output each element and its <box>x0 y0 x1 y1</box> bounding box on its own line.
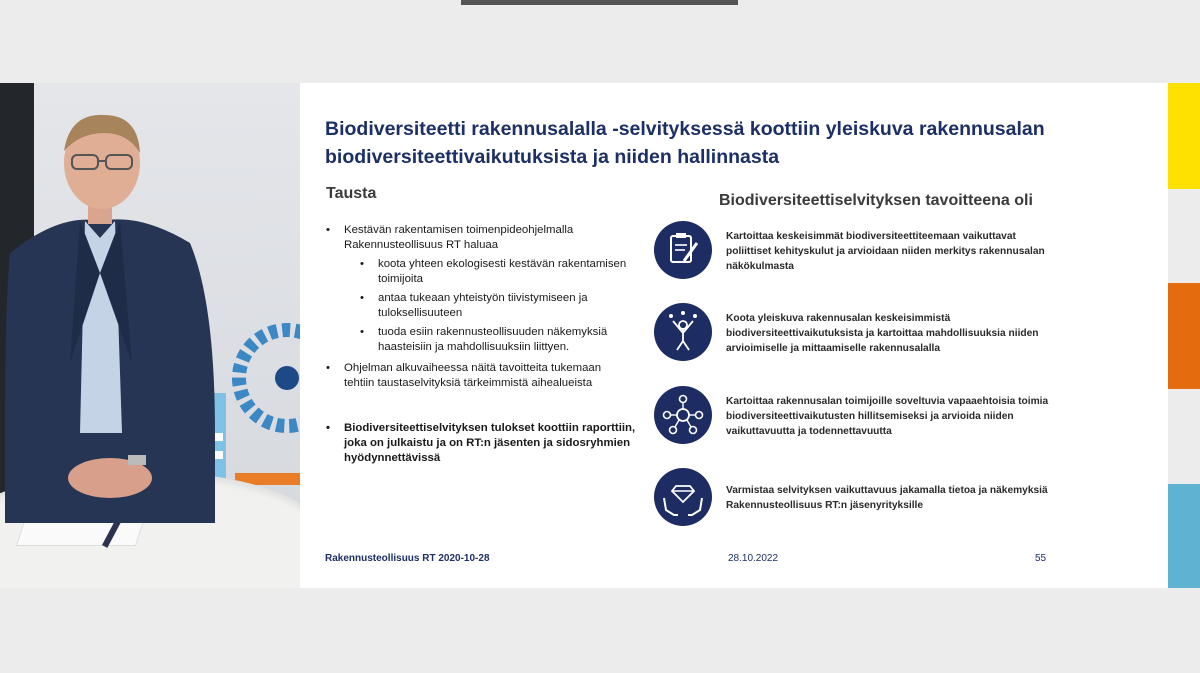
slide-title-line-2: biodiversiteettivaikutuksista ja niiden hallinnasta <box>325 146 780 168</box>
slide-title <box>325 115 1125 171</box>
sub-bullet-item <box>362 325 652 355</box>
bullet-text-line: Biodiversiteettiselvityksen tulokset koottiin raporttiin, <box>344 422 636 434</box>
goal-text-line: biodiversiteettivaikutusten hillitsemiseksi ja arvioida niiden <box>726 411 1014 422</box>
bullet-text-line: Rakennusteollisuus RT haluaa <box>344 239 499 251</box>
background-heading: Tausta <box>326 185 377 202</box>
bullet-text-line: antaa tukeaan yhteistyön tiivistymiseen ja <box>378 292 588 304</box>
bullet-dot: • <box>326 224 330 236</box>
goal-text-line: vaikuttavuutta ja todennettavuutta <box>726 426 892 437</box>
goal-text <box>726 394 1066 439</box>
goal-text-line: Varmistaa selvityksen vaikuttavuus jakamalla tietoa ja näkemyksiä <box>726 485 1048 496</box>
goal-text-line: biodiversiteettivaikutuksista ja kartoittaa mahdollisuuksia niiden <box>726 328 1039 339</box>
goal-text <box>726 483 1066 513</box>
sub-bullet-item <box>362 257 652 287</box>
goal-text-line: Koota yleiskuva rakennusalan keskeisimmistä <box>726 313 951 324</box>
bullet-text-line: haasteisiin ja mahdollisuuksiin liittyen. <box>378 341 570 353</box>
bullet-dot: • <box>326 362 330 374</box>
footer-organization: Rakennusteollisuus RT 2020-10-28 <box>325 553 490 564</box>
bullet-text-line: tuloksellisuuteen <box>378 307 463 319</box>
bullet-dot: • <box>360 258 364 270</box>
presenter-figure <box>0 103 240 523</box>
footer-date: 28.10.2022 <box>728 553 779 564</box>
accent-bar-orange <box>1168 283 1200 389</box>
goal-text-line: Rakennusteollisuus RT:n jäsenyrityksille <box>726 500 924 511</box>
bullet-text-line: tuoda esiin rakennusteollisuuden näkemyksiä <box>378 326 608 338</box>
sub-bullet-item <box>362 291 652 321</box>
bullet-item <box>328 361 601 391</box>
bullet-dot: • <box>360 326 364 338</box>
slide-title-line-1: Biodiversiteetti rakennusalalla -selvityksessä koottiin yleiskuva rakennusalan <box>325 118 1045 140</box>
bullet-text-line: toimijoita <box>378 273 423 285</box>
goal-text <box>726 229 1066 274</box>
juggler-icon <box>654 303 712 361</box>
top-progress-indicator <box>461 0 738 5</box>
goal-text-line: näkökulmasta <box>726 261 794 272</box>
bullet-text-line: tehtiin taustaselvityksiä tärkeimmistä aihealueista <box>344 377 593 389</box>
goals-heading: Biodiversiteettiselvityksen tavoitteena oli <box>719 192 1033 209</box>
bullet-dot: • <box>360 292 364 304</box>
accent-bar-yellow <box>1168 83 1200 189</box>
goal-text-line: Kartoittaa rakennusalan toimijoille soveltuvia vapaaehtoisia toimia <box>726 396 1049 407</box>
bullet-item-highlight <box>328 421 635 466</box>
bullet-text-line: Kestävän rakentamisen toimenpideohjelmalla <box>344 224 574 236</box>
goal-text <box>726 311 1066 356</box>
network-nodes-icon <box>654 386 712 444</box>
hands-diamond-icon <box>654 468 712 526</box>
clipboard-pen-icon <box>654 221 712 279</box>
slide-page-number: 55 <box>1035 553 1047 564</box>
bullet-item <box>328 223 573 253</box>
goal-text-line: Kartoittaa keskeisimmät biodiversiteettiteemaan vaikuttavat <box>726 231 1016 242</box>
accent-bar-blue <box>1168 484 1200 588</box>
goal-text-line: poliittiset kehityskulut ja arvioidaan niiden merkitys rakennusalan <box>726 246 1045 257</box>
bullet-text-line: Ohjelman alkuvaiheessa näitä tavoitteita tukemaan <box>344 362 602 374</box>
presenter-video <box>0 83 300 588</box>
goal-text-line: arvioimiselle ja mittaamiselle rakennusalalla <box>726 343 941 354</box>
bullet-text-line: koota yhteen ekologisesti kestävän rakentamisen <box>378 258 627 270</box>
bullet-text-line: hyödynnettävissä <box>344 452 441 464</box>
bullet-dot: • <box>326 422 330 434</box>
presentation-slide <box>300 83 1168 588</box>
bullet-text-line: joka on julkaistu ja on RT:n jäsenten ja sidosryhmien <box>344 437 631 449</box>
